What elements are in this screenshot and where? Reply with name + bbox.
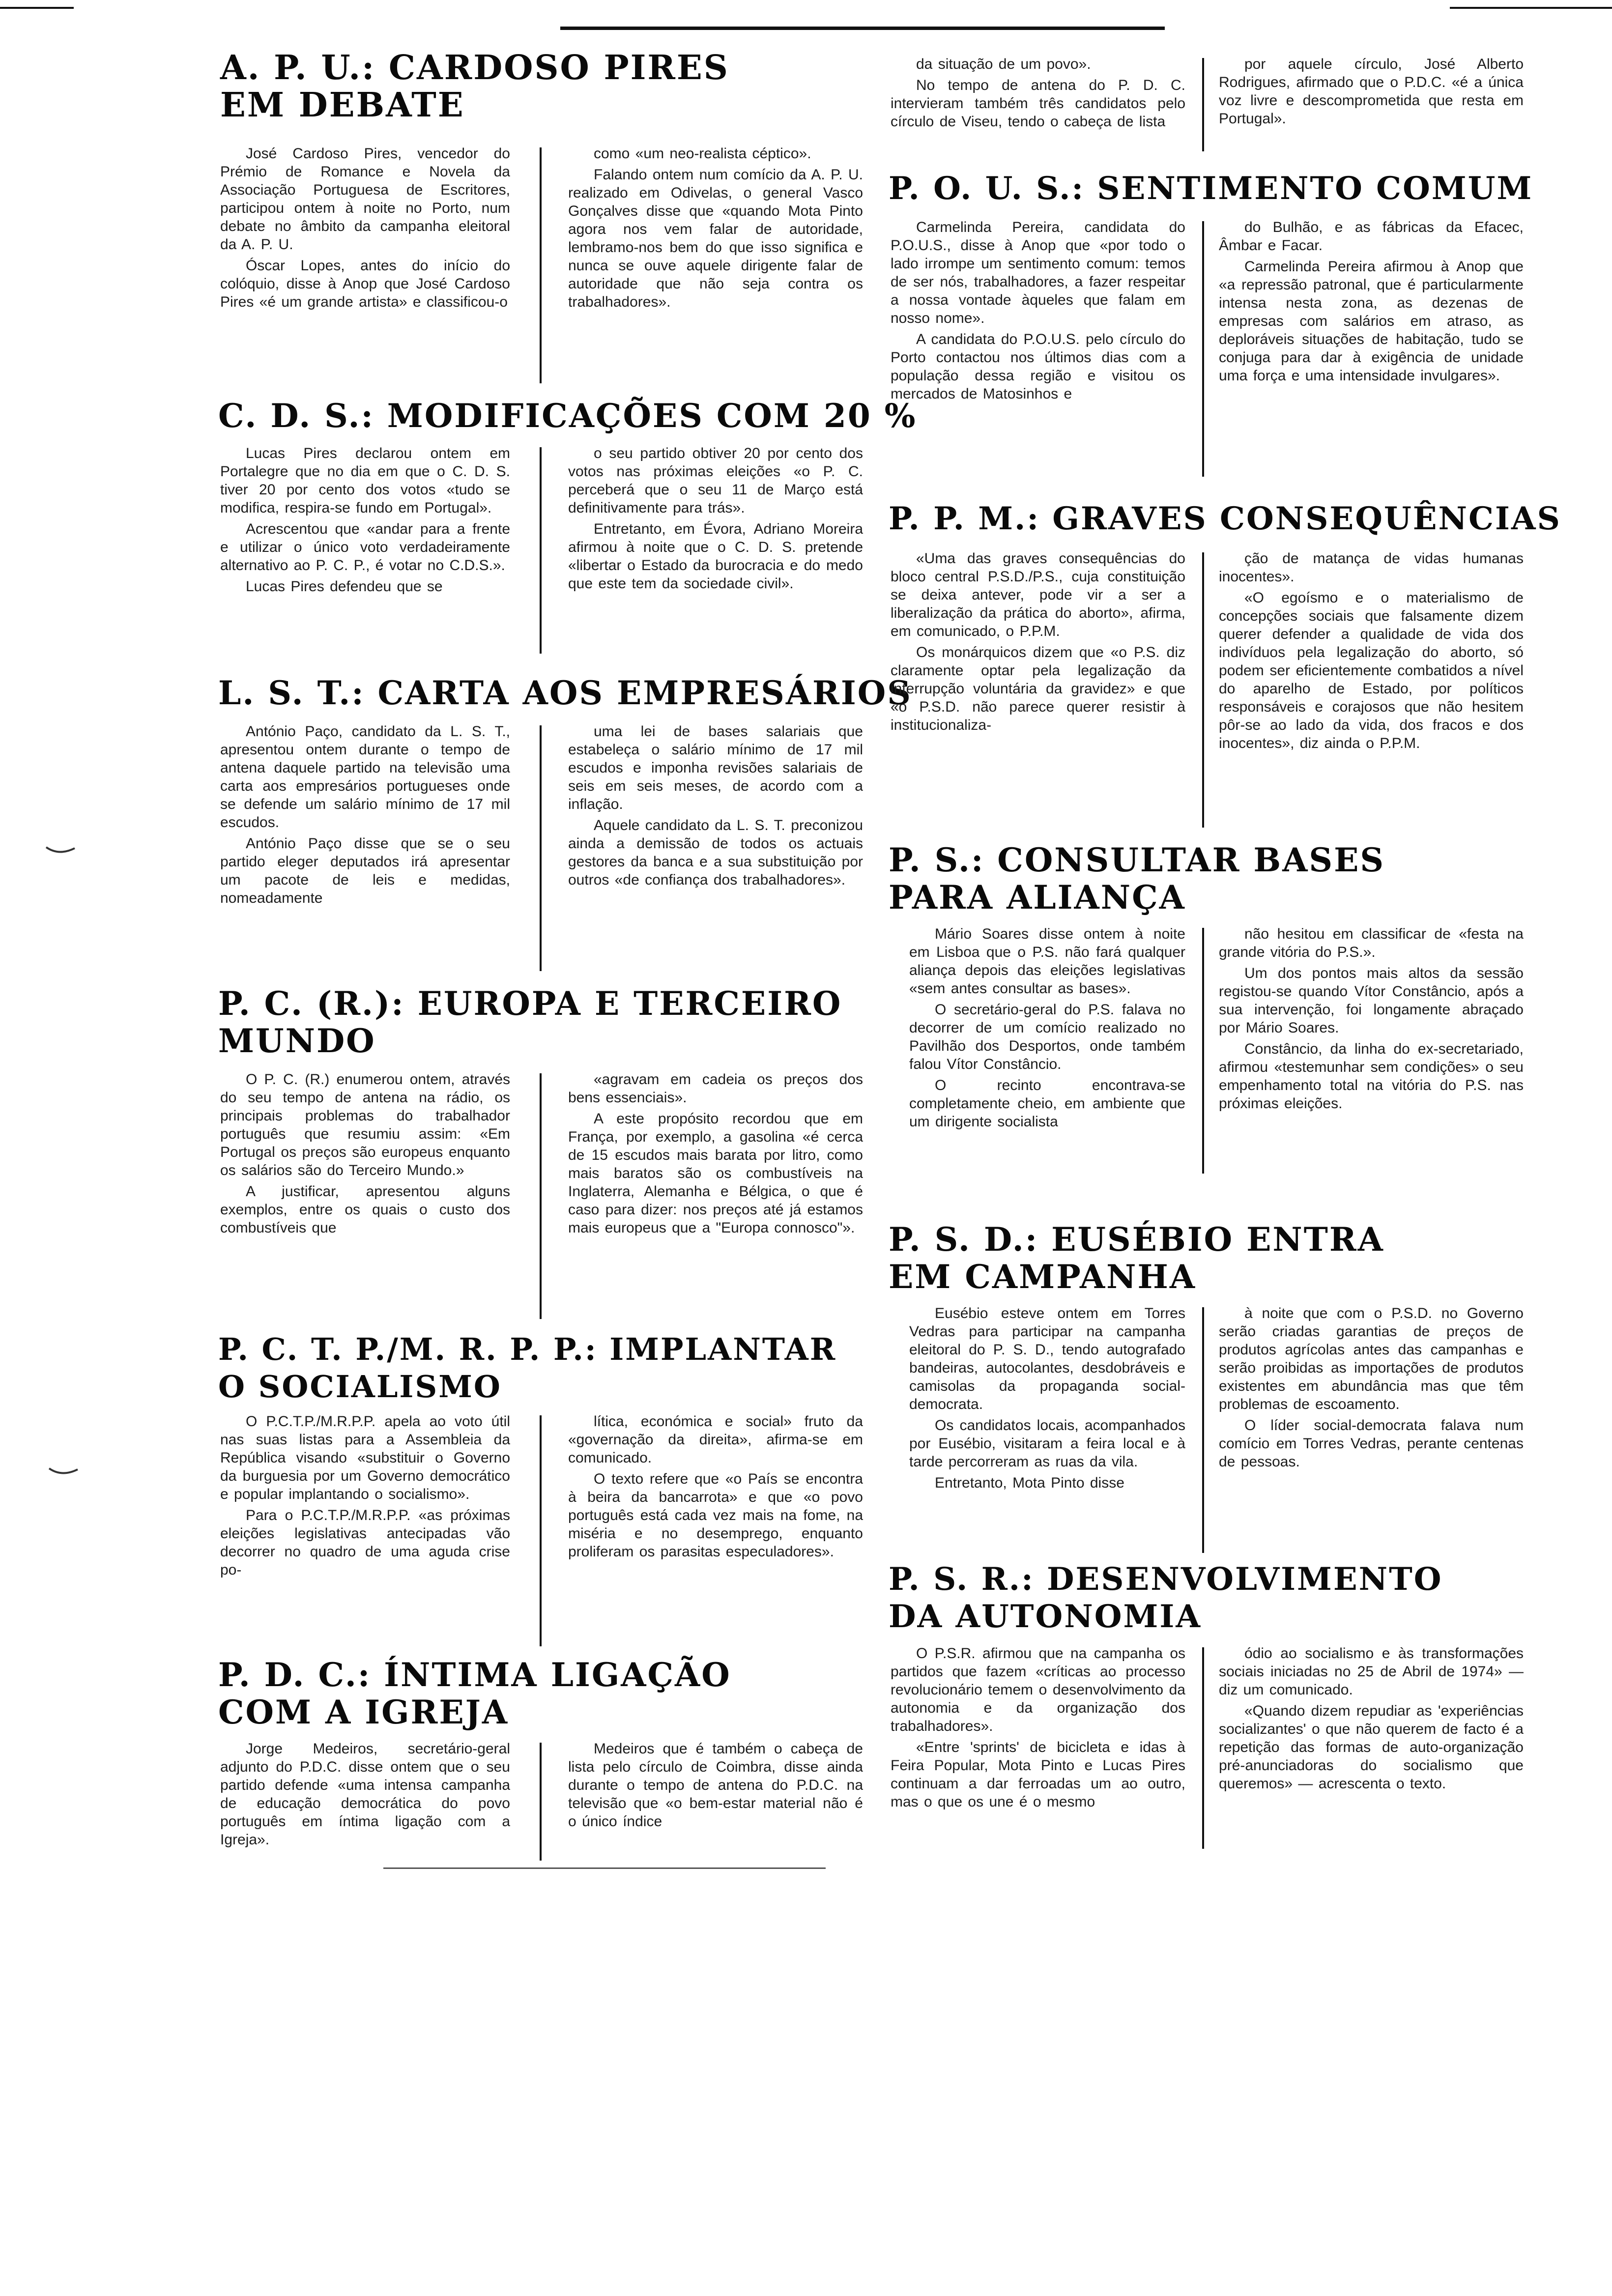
article-column <box>891 549 1185 734</box>
column-separator <box>540 447 542 654</box>
headline-line: O SOCIALISMO <box>218 1369 502 1405</box>
paragraph: O P.C.T.P./M.R.P.P. apela ao voto útil nas suas listas para a Assembleia da República visando «substituir o Governo da burguesia por um Governo democrático e popular implantando o socialismo». <box>220 1413 510 1502</box>
article-column <box>909 1304 1185 1492</box>
paragraph: Constâncio, da linha do ex-secretariado, afirmou «testemunhar sem condições» o seu empenhamento total na vitória do P.S. nas próximas eleições. <box>1219 1041 1524 1112</box>
paragraph: A candidata do P.O.U.S. pelo círculo do Porto contactou nos últimos dias com a população dessa região e visitou os mercados de Matosinhos e <box>891 331 1185 402</box>
article-column <box>568 144 863 311</box>
headline-line: PARA ALIANÇA <box>889 878 1186 917</box>
paragraph: Jorge Medeiros, secretário-geral adjunto do P.D.C. disse ontem que o seu partido defende «uma intensa campanha de educação democrática do povo português em íntima ligação com a Igreja». <box>220 1741 510 1848</box>
paragraph: Carmelinda Pereira afirmou à Anop que «a repressão patronal, que é particularmente intensa nesta zona, as dezenas de empresas com salários em atraso, as deploráveis situações de habitação, tudo se conjuga para dar à exigência de unidade uma força e uma intensidade invulgares». <box>1219 258 1524 384</box>
paragraph: Falando ontem num comício da A. P. U. realizado em Odivelas, o general Vasco Gonçalves disse que «quando Mota Pinto agora nos vem falar de autoridade, lembramo-nos bem do que isso significa e nunca se ouve aquele dirigente falar de autoridade que não seja contra os trabalhadores». <box>568 167 863 310</box>
headline-line: MUNDO <box>218 1022 376 1060</box>
headline-line: P. P. M.: GRAVES CONSEQUÊNCIAS <box>889 500 1561 537</box>
column-separator <box>540 1073 542 1319</box>
paragraph: Lucas Pires declarou ontem em Portalegre que no dia em que o C. D. S. tiver 20 por cento dos votos «tudo se modifica, respira-se fundo em Portugal». <box>220 445 510 516</box>
headline-psd <box>889 1221 1384 1295</box>
headline-line: EM DEBATE <box>220 86 465 125</box>
article-column <box>220 444 510 596</box>
paragraph: O texto refere que «o País se encontra à beira da bancarrota» e que «o povo português está cada vez mais na fome, na miséria e no desemprego, enquanto proliferam os parasitas especuladores». <box>568 1471 863 1560</box>
top-rule-right <box>1450 7 1612 9</box>
paragraph: António Paço, candidato da L. S. T., apresentou ontem durante o tempo de antena daquele partido na televisão uma carta aos empresários portugueses onde se defende um salário mínimo de 17 mil escudos. <box>220 723 510 831</box>
headline-ps <box>889 841 1385 916</box>
headline-psr <box>889 1561 1443 1636</box>
paragraph: O recinto encontrava-se completamente cheio, em ambiente que um dirigente socialista <box>909 1077 1185 1130</box>
column-separator <box>1202 552 1204 828</box>
column-separator <box>1202 221 1204 477</box>
column-separator <box>1202 928 1204 1174</box>
paragraph: A este propósito recordou que em França, por exemplo, a gasolina «é cerca de 15 escudos mais barata por litro, como mais baratos são os combustíveis na Inglaterra, Alemanha e Bélgica, o que é caso para dizer: nos preços até já estamos mais europeus que a "Europa connosco"». <box>568 1111 863 1236</box>
paragraph: o seu partido obtiver 20 por cento dos votos nas próximas eleições «o P. C. perceberá que o seu 11 de Março está definitivamente para trás». <box>568 445 863 516</box>
article-column <box>1219 1644 1524 1793</box>
column-separator <box>540 1743 542 1861</box>
article-column <box>220 1740 510 1849</box>
top-rule-left <box>0 7 74 9</box>
headline-ppm <box>889 500 1561 538</box>
paragraph: Aquele candidato da L. S. T. preconizou ainda a demissão de todos os actuais gestores da banca e a sua substituição por outros «de confiança dos trabalhadores». <box>568 817 863 888</box>
paragraph: do Bulhão, e as fábricas da Efacec, Âmbar e Facar. <box>1219 219 1524 254</box>
paragraph: ódio ao socialismo e às transformações sociais iniciadas no 25 de Abril de 1974» — diz um comunicado. <box>1219 1645 1524 1698</box>
article-column <box>891 218 1185 403</box>
paragraph: Medeiros que é também o cabeça de lista pelo círculo de Coimbra, disse ainda durante o tempo de antena do P.D.C. na televisão que «o bem-estar material não é o único índice <box>568 1741 863 1830</box>
column-separator <box>540 147 542 383</box>
headline-pous <box>889 170 1533 207</box>
paragraph: «agravam em cadeia os preços dos bens essenciais». <box>568 1071 863 1106</box>
paragraph: Lucas Pires defendeu que se <box>246 578 443 595</box>
paragraph: O P.S.R. afirmou que na campanha os partidos que fazem «críticas ao processo revolucionário temem o desenvolvimento da autonomia e da organização dos trabalhadores». <box>891 1645 1185 1734</box>
article-column <box>220 1412 510 1579</box>
article-column <box>220 144 510 311</box>
headline-apu <box>220 49 729 124</box>
paragraph: por aquele círculo, José Alberto Rodrigues, afirmado que o P.D.C. «é a única voz livre e descomprometida que resta em Portugal». <box>1219 56 1524 127</box>
paragraph: A justificar, apresentou alguns exemplos, entre os quais o custo dos combustíveis que <box>220 1183 510 1236</box>
paragraph: Os candidatos locais, acompanhados por Eusébio, visitaram a feira local e à tarde percorreram as ruas da vila. <box>909 1417 1185 1470</box>
headline-line: P. C. T. P./M. R. P. P.: IMPLANTAR <box>218 1331 837 1367</box>
column-separator <box>1202 1307 1204 1553</box>
paragraph: uma lei de bases salariais que estabeleça o salário mínimo de 17 mil escudos e imponha revisões salariais de seis em seis meses, de acordo com a inflação. <box>568 723 863 812</box>
headline-line: P. O. U. S.: SENTIMENTO COMUM <box>889 170 1533 207</box>
column-separator <box>1202 1647 1204 1849</box>
article-column <box>1219 55 1524 128</box>
paragraph: lítica, económica e social» fruto da «governação da direita», afirma-se em comunicado. <box>568 1413 863 1466</box>
headline-pctp <box>218 1331 836 1406</box>
paragraph: «Quando dizem repudiar as 'experiências socializantes' o que não querem de facto é a repetição das formas de auto-organização pré-anunciadoras do socialismo que queremos» — acrescenta o texto. <box>1219 1703 1524 1792</box>
headline-lst <box>218 674 912 712</box>
paragraph: O líder social-democrata falava num comício em Torres Vedras, perante centenas de pessoas. <box>1219 1417 1524 1470</box>
scan-mark <box>44 843 79 858</box>
paragraph: «Entre 'sprints' de bicicleta e idas à Feira Popular, Mota Pinto e Lucas Pires continuam a dar ferroadas um ao outro, mas o que os une é o mesmo <box>891 1739 1185 1810</box>
article-column <box>568 722 863 889</box>
paragraph: à noite que com o P.S.D. no Governo serão criadas garantias de preços de produtos agrícolas antes das campanhas e serão proibidas as importações de produtos existentes em abundância mas que têm problemas de escoamento. <box>1219 1305 1524 1412</box>
headline-line: L. S. T.: CARTA AOS EMPRESÁRIOS <box>218 674 912 712</box>
headline-pdc <box>218 1656 731 1731</box>
article-column <box>568 1740 863 1831</box>
article-column <box>220 1070 510 1237</box>
article-column <box>220 722 510 907</box>
scan-mark <box>47 1464 82 1479</box>
top-rule-center <box>560 27 1165 30</box>
headline-line: P. S. D.: EUSÉBIO ENTRA <box>889 1220 1384 1259</box>
paragraph: Acrescentou que «andar para a frente e utilizar o único voto verdadeiramente alternativo ao P. C. P., é votar no C.D.S.». <box>220 521 510 574</box>
paragraph: como «um neo-realista céptico». <box>594 145 811 162</box>
paragraph: Os monárquicos dizem que «o P.S. diz claramente optar pela legalização da interrupção voluntária da gravidez» e que «o P.S.D. não parece querer resistir à institucionaliza- <box>891 644 1185 733</box>
article-column <box>909 925 1185 1131</box>
column-separator <box>1202 58 1204 151</box>
article-column <box>1219 549 1524 752</box>
paragraph: Entretanto, em Évora, Adriano Moreira afirmou à noite que o C. D. S. pretende «libertar o Estado da burocracia e do medo que este tem da sociedade civil». <box>568 521 863 592</box>
paragraph: ção de matança de vidas humanas inocentes». <box>1219 550 1524 585</box>
headline-line: COM A IGREJA <box>218 1693 509 1731</box>
article-column <box>891 55 1185 131</box>
paragraph: Um dos pontos mais altos da sessão registou-se quando Vítor Constâncio, após a sua intervenção, foi longamente abraçado por Mário Soares. <box>1219 965 1524 1036</box>
paragraph: O secretário-geral do P.S. falava no decorrer de um comício realizado no Pavilhão dos Desportos, onde também falou Vítor Constâncio. <box>909 1002 1185 1072</box>
paragraph: António Paço disse que se o seu partido eleger deputados irá apresentar um pacote de leis e medidas, nomeadamente <box>220 835 510 906</box>
headline-line: C. D. S.: MODIFICAÇÕES COM 20 % <box>218 397 917 435</box>
paragraph: Óscar Lopes, antes do início do colóquio, disse à Anop que José Cardoso Pires «é um grande artista» e classificou-o <box>220 258 510 310</box>
headline-line: P. S. R.: DESENVOLVIMENTO <box>889 1561 1443 1598</box>
paragraph: José Cardoso Pires, vencedor do Prémio de Romance e Novela da Associação Portuguesa de Escritores, participou ontem à noite no Porto, num debate no âmbito da campanha eleitoral da A. P. U. <box>220 145 510 253</box>
paragraph: No tempo de antena do P. D. C. intervieram também três candidatos pelo círculo de Viseu, tendo o cabeça de lista <box>891 77 1185 130</box>
article-end-rule <box>383 1867 826 1869</box>
paragraph: «O egoísmo e o materialismo de concepções sociais que falsamente dizem querer defender a qualidade de vida dos indivíduos pela legalização do aborto, só podem ser eficientemente combatidos a nível do aparelho de Estado, por políticos responsáveis e corajosos que não hesitem pôr-se ao lado da vida, dos fracos e dos inocentes», diz ainda o P.P.M. <box>1219 590 1524 751</box>
article-column <box>1219 1304 1524 1471</box>
paragraph: Para o P.C.T.P./M.R.P.P. «as próximas eleições legislativas antecipadas vão decorrer no quadro de uma aguda crise po- <box>220 1507 510 1578</box>
paragraph: Eusébio esteve ontem em Torres Vedras para participar na campanha eleitoral do P. S. D., tendo autografado bandeiras, autocolantes, desdobráveis e camisolas da propaganda social-democrata. <box>909 1305 1185 1412</box>
headline-cds <box>218 397 917 434</box>
article-column <box>1219 218 1524 385</box>
paragraph: Carmelinda Pereira, candidata do P.O.U.S., disse à Anop que «por todo o lado irrompe um sentimento comum: temos de ser nós, trabalhadores, a fazer respeitar a nossa vontade àqueles que falam em nosso nome». <box>891 219 1185 326</box>
headline-line: P. C. (R.): EUROPA E TERCEIRO <box>218 984 842 1023</box>
article-column <box>568 444 863 593</box>
paragraph: Entretanto, Mota Pinto disse <box>935 1475 1124 1491</box>
headline-line: EM CAMPANHA <box>889 1258 1197 1296</box>
headline-pcr <box>218 985 842 1060</box>
column-separator <box>540 725 542 971</box>
paragraph: O P. C. (R.) enumerou ontem, através do seu tempo de antena na rádio, os principais problemas do trabalhador português que resumiu assim: «Em Portugal os preços são europeus enquanto os salários são do Terceiro Mundo.» <box>220 1071 510 1178</box>
column-separator <box>540 1415 542 1646</box>
headline-line: DA AUTONOMIA <box>889 1598 1202 1635</box>
article-column <box>568 1412 863 1561</box>
headline-line: P. S.: CONSULTAR BASES <box>889 841 1385 879</box>
paragraph: não hesitou em classificar de «festa na grande vitória do P.S.». <box>1219 926 1524 960</box>
article-column <box>568 1070 863 1237</box>
paragraph: da situação de um povo». <box>916 56 1091 72</box>
headline-line: A. P. U.: CARDOSO PIRES <box>220 48 729 87</box>
headline-line: P. D. C.: ÍNTIMA LIGAÇÃO <box>218 1656 731 1694</box>
article-column <box>891 1644 1185 1811</box>
paragraph: «Uma das graves consequências do bloco central P.S.D./P.S., cuja constituição se deixa antever, pode vir a ser a liberalização da prática do aborto», afirma, em comunicado, o P.P.M. <box>891 550 1185 639</box>
paragraph: Mário Soares disse ontem à noite em Lisboa que o P.S. não fará qualquer aliança depois das eleições legislativas «sem antes consultar as bases». <box>909 926 1185 997</box>
article-column <box>1219 925 1524 1113</box>
